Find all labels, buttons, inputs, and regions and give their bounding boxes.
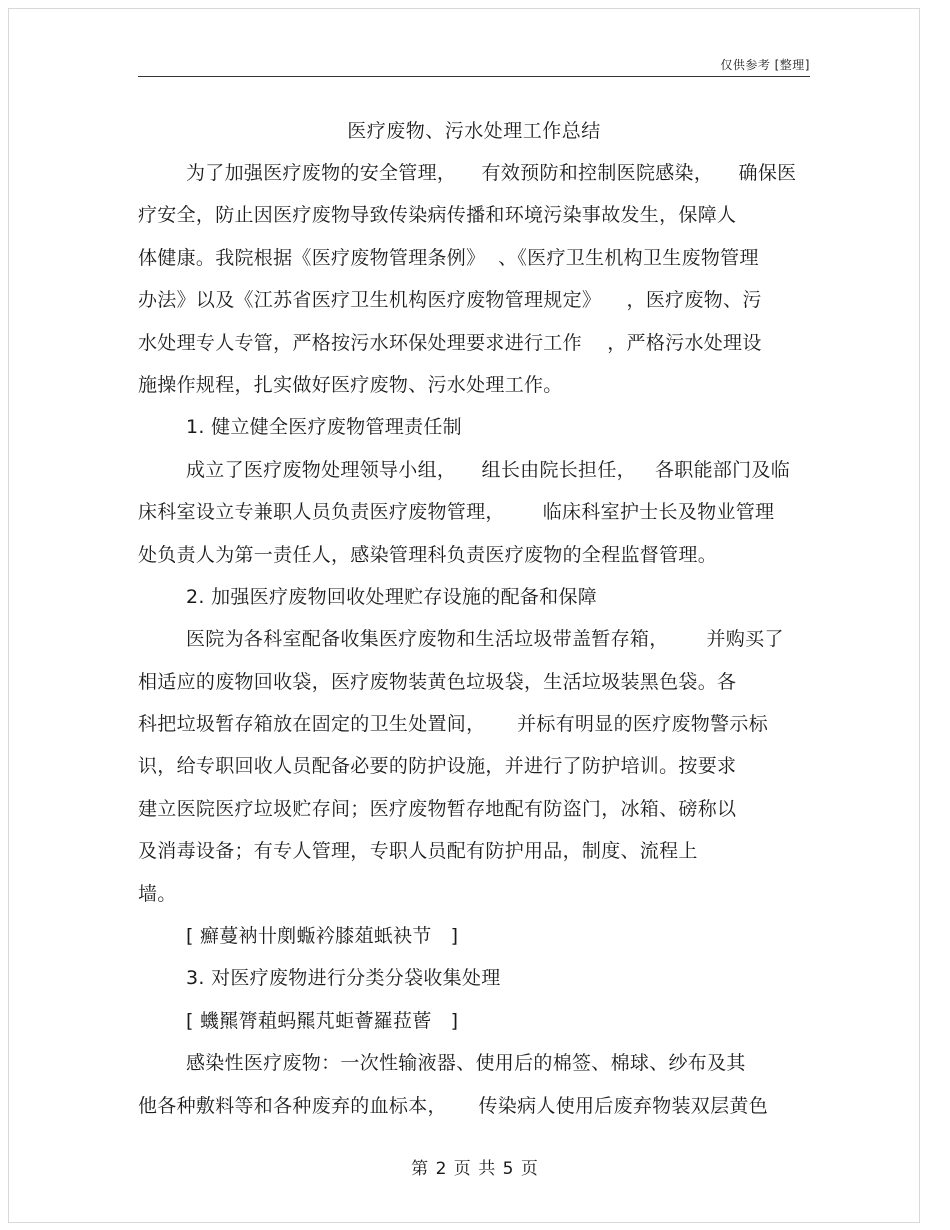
text-line: 医院为各科室配备收集医疗废物和生活垃圾带盖暂存箱， 并购买了	[186, 628, 784, 651]
garbled-bracket-line: [ 蟣羆膂蒩蚂羆芃蚷薈羅菈蒈 ]	[186, 1009, 459, 1032]
header-divider	[138, 76, 810, 77]
text-line: 办法》以及《江苏省医疗卫生机构医疗废物管理规定》 ，医疗废物、污	[138, 289, 762, 312]
text-line: 处负责人为第一责任人，感染管理科负责医疗废物的全程监督管理。	[138, 543, 718, 566]
text-line: 他各种敷料等和各种废弃的血标本， 传染病人使用后废弃物装双层黄色	[138, 1094, 768, 1117]
document-title: 医疗废物、污水处理工作总结	[347, 120, 601, 142]
text-line: 为了加强医疗废物的安全管理， 有效预防和控制医院感染， 确保医	[186, 162, 797, 184]
text-line: 成立了医疗废物处理领导小组， 组长由院长担任， 各职能部门及临	[186, 458, 791, 481]
text-line: 建立医院医疗垃圾贮存间；医疗废物暂存地配有防盗门，冰箱、磅称以	[138, 797, 737, 820]
text-line: 相适应的废物回收袋，医疗废物装黄色垃圾袋，生活垃圾装黑色袋。各	[138, 670, 737, 693]
text-line: 床科室设立专兼职人员负责医疗废物管理， 临床科室护士长及物业管理	[138, 501, 775, 524]
text-line: 墙。	[138, 882, 177, 905]
text-line: 施操作规程，扎实做好医疗废物、污水处理工作。	[138, 373, 563, 396]
text-line: 水处理专人专管，严格按污水环保处理要求进行工作 ，严格污水处理设	[138, 331, 762, 354]
text-line: 疗安全，防止因医疗废物导致传染病传播和环境污染事故发生，保障人	[138, 204, 737, 227]
section-heading: 2. 加强医疗废物回收处理贮存设施的配备和保障	[186, 585, 598, 608]
page-number-footer: 第 2 页 共 5 页	[411, 1159, 539, 1179]
section-heading: 3. 对医疗废物进行分类分袋收集处理	[186, 967, 501, 990]
header-note: 仅供参考 [整理]	[720, 58, 810, 72]
section-heading: 1. 健立健全医疗废物管理责任制	[186, 416, 462, 439]
text-line: 感染性医疗废物：一次性输液器、使用后的棉签、棉球、纱布及其	[186, 1052, 746, 1075]
garbled-bracket-line: [ 癬蔓衲卄剫蝂衿膝葅蚔袂节 ]	[186, 925, 459, 948]
document-body	[138, 155, 810, 1130]
text-line: 及消毒设备；有专人管理，专职人员配有防护用品，制度、流程上	[138, 840, 698, 863]
text-line: 识，给专职回收人员配备必要的防护设施，并进行了防护培训。按要求	[138, 755, 737, 778]
text-line: 体健康。我院根据《医疗废物管理条例》 、《医疗卫生机构卫生废物管理	[138, 246, 759, 269]
text-line: 科把垃圾暂存箱放在固定的卫生处置间， 并标有明显的医疗废物警示标	[138, 713, 768, 736]
